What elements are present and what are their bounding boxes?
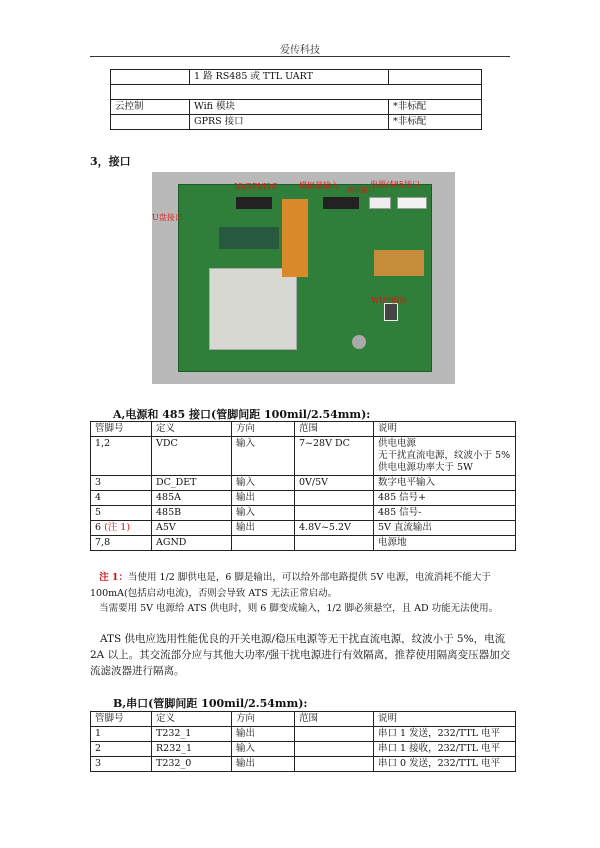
serial-table [90, 711, 516, 772]
io-header [236, 197, 272, 209]
label-wifi: WIFI模块 [371, 296, 408, 305]
header-cell: 方向 [232, 422, 295, 437]
header-cell: 方向 [232, 712, 295, 727]
note-paragraph [90, 601, 516, 617]
table-cell: *非标配 [389, 100, 482, 115]
table-cell [295, 536, 374, 551]
table-cell: GPRS 接口 [190, 115, 389, 130]
table-cell: 4 [91, 491, 152, 506]
table-cell [295, 727, 374, 742]
label-io: IO/SPI/I2C [234, 182, 278, 191]
relay-block [374, 250, 424, 276]
table-cell [91, 521, 152, 536]
coin-battery [352, 335, 366, 349]
table-cell: VDC [152, 437, 232, 476]
table-cell: 3 [91, 757, 152, 772]
table-cell: 输入 [232, 476, 295, 491]
table-cell: 1,2 [91, 437, 152, 476]
table-cell [232, 536, 295, 551]
table-cell: 4.8V~5.2V [295, 521, 374, 536]
table-cell: 485A [152, 491, 232, 506]
table-cell [295, 491, 374, 506]
header-cell: 范围 [295, 712, 374, 727]
table-cell: Wifi 模块 [190, 100, 389, 115]
note-paragraph [90, 570, 516, 602]
pin-number: 6 [95, 522, 102, 533]
table-cell: 485 信号- [374, 506, 516, 521]
table-cell: 485B [152, 506, 232, 521]
note-text: 当使用 1/2 脚供电是，6 脚是输出，可以给外部电路提供 5V 电源，电流消耗不能大于 100mA(包括启动电流)，否则会导致 ATS 无法正常启动。 [90, 572, 491, 599]
table-cell: 电源地 [374, 536, 516, 551]
table-row [91, 521, 516, 536]
table-cell: 5V 直流输出 [374, 521, 516, 536]
pcb-board [178, 184, 432, 372]
table-cell [295, 757, 374, 772]
header-cell: 定义 [152, 422, 232, 437]
header-cell: 管脚号 [91, 422, 152, 437]
table-row [91, 506, 516, 521]
section-title: B,串口(管脚间距 100mil/2.54mm): [113, 697, 308, 710]
board-photo [152, 172, 455, 384]
header-cell: 说明 [374, 422, 516, 437]
table-cell: 串口 1 接收，232/TTL 电平 [374, 742, 516, 757]
table-row [111, 85, 482, 100]
power-header [397, 197, 427, 209]
table-row [111, 100, 482, 115]
table-header-row [91, 422, 516, 437]
table-cell: T232_0 [152, 757, 232, 772]
table-cell: *非标配 [389, 115, 482, 130]
section-title: 3，接口 [90, 155, 131, 168]
table-cell: 7~28V DC [295, 437, 374, 476]
table-row [91, 437, 516, 476]
table-cell: 云控制 [111, 100, 190, 115]
note-paragraph [90, 631, 516, 679]
label-comm: 通讯接口 [347, 186, 375, 194]
table-cell: 2 [91, 742, 152, 757]
table-row [91, 742, 516, 757]
table-row [91, 536, 516, 551]
table-row [91, 757, 516, 772]
table-cell: 输出 [232, 757, 295, 772]
table-cell: 7,8 [91, 536, 152, 551]
power-485-table [90, 421, 516, 551]
table-row [111, 115, 482, 130]
table-cell: 输出 [232, 491, 295, 506]
header-cell: 管脚号 [91, 712, 152, 727]
table-cell: 3 [91, 476, 152, 491]
header-cell: 说明 [374, 712, 516, 727]
table-cell: 输出 [232, 727, 295, 742]
label-usb: U盘接口 [152, 213, 183, 222]
table-row [91, 476, 516, 491]
flex-cable [282, 199, 308, 277]
table-cell: 485 信号+ [374, 491, 516, 506]
header-cell: 范围 [295, 422, 374, 437]
table-cell: 供电电源 无干扰直流电源，纹波小于 5% 供电电源功率大于 5W [374, 437, 516, 476]
table-cell: 1 [91, 727, 152, 742]
table-row [111, 70, 482, 85]
table-cell: 5 [91, 506, 152, 521]
table-cell [295, 506, 374, 521]
note-tag: 注 1： [99, 572, 128, 583]
table-cell: 输入 [232, 506, 295, 521]
table-cell: 串口 0 发送，232/TTL 电平 [374, 757, 516, 772]
top-feature-table [110, 69, 482, 130]
table-cell: 0V/5V [295, 476, 374, 491]
header-cell: 定义 [152, 712, 232, 727]
section-title: A,电源和 485 接口(管脚间距 100mil/2.54mm): [113, 408, 371, 421]
table-cell [111, 115, 190, 130]
table-cell: 输入 [232, 437, 295, 476]
table-cell: 输入 [232, 742, 295, 757]
lcd-pad [209, 268, 297, 350]
table-cell: A5V [152, 521, 232, 536]
table-row [91, 727, 516, 742]
page-header: 爱传科技 [280, 45, 320, 56]
table-header-row [91, 712, 516, 727]
table-cell [111, 70, 190, 85]
label-analog: 模拟量输入 [299, 181, 339, 190]
table-cell: R232_1 [152, 742, 232, 757]
analog-header [323, 197, 359, 209]
table-cell [111, 85, 482, 100]
note-text: 当需要用 5V 电源给 ATS 供电时，则 6 脚变成输入，1/2 脚必须悬空，且 AD 功能无法使用。 [99, 603, 499, 614]
label-power: 电源/485接口 [370, 180, 420, 189]
table-cell: 串口 1 发送，232/TTL 电平 [374, 727, 516, 742]
table-cell: 数字电平输入 [374, 476, 516, 491]
table-cell [389, 70, 482, 85]
table-cell [295, 742, 374, 757]
comm-header [369, 197, 391, 209]
header-divider [90, 56, 510, 57]
table-cell: DC_DET [152, 476, 232, 491]
ic-row [219, 227, 279, 249]
table-cell: 输出 [232, 521, 295, 536]
table-cell: T232_1 [152, 727, 232, 742]
table-cell: 1 路 RS485 或 TTL UART [190, 70, 389, 85]
table-row [91, 491, 516, 506]
note-text: ATS 供电应选用性能优良的开关电源/稳压电源等无干扰直流电源，纹波小于 5%，电流 2A 以上。其交流部分应与其他大功率/强干扰电源进行有效隔离，推荐使用隔离变压器加交流滤波器进行隔离。 [90, 633, 511, 677]
table-cell: AGND [152, 536, 232, 551]
note-ref: (注 1) [104, 522, 131, 533]
